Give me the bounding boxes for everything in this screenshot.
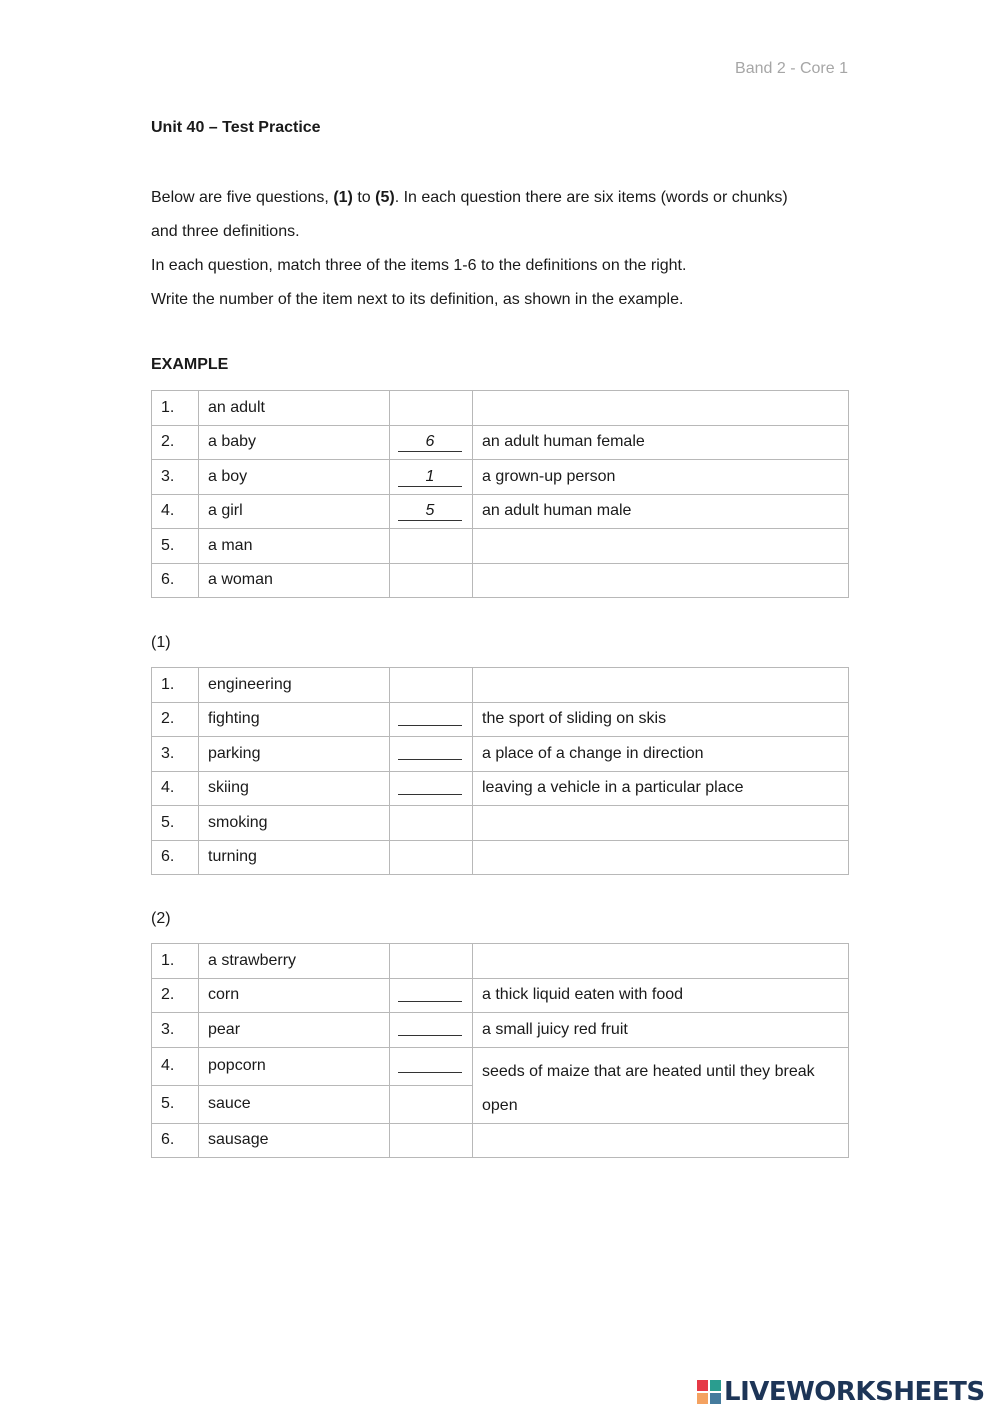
answer-cell (390, 737, 473, 772)
item-text: a baby (199, 425, 390, 460)
table-row (152, 840, 849, 875)
table-row (152, 944, 849, 979)
liveworksheets-logo[interactable] (697, 1376, 985, 1408)
definition: a place of a change in direction (473, 737, 849, 772)
item-number: 2. (152, 978, 199, 1013)
answer-blank-input[interactable] (398, 983, 462, 1002)
answer-cell (390, 1085, 473, 1123)
instruction-text: to (352, 189, 376, 206)
item-number: 2. (152, 425, 199, 460)
answer-cell (390, 425, 473, 460)
item-number: 1. (152, 944, 199, 979)
table-row (152, 978, 849, 1013)
answer-cell (390, 702, 473, 737)
answer-cell (390, 494, 473, 529)
item-number: 1. (152, 668, 199, 703)
liveworksheets-logo-icon (697, 1380, 721, 1404)
item-number: 2. (152, 702, 199, 737)
instruction-bold: (1) (333, 189, 353, 206)
definition: an adult human female (473, 425, 849, 460)
item-text: engineering (199, 668, 390, 703)
question-1-label: (1) (151, 634, 171, 651)
answer-cell (390, 840, 473, 875)
example-table (151, 390, 849, 598)
instruction-bold: (5) (375, 189, 395, 206)
definition: an adult human male (473, 494, 849, 529)
logo-square-icon (710, 1393, 721, 1404)
logo-square-icon (697, 1393, 708, 1404)
item-number: 4. (152, 494, 199, 529)
definition (473, 563, 849, 598)
question-1-table (151, 667, 849, 875)
instruction-line-2: and three definitions. (151, 223, 300, 240)
item-number: 4. (152, 771, 199, 806)
item-number: 5. (152, 1085, 199, 1123)
answer-cell (390, 944, 473, 979)
answer-blank-input[interactable] (398, 1054, 462, 1073)
item-text: skiing (199, 771, 390, 806)
answer-cell (390, 771, 473, 806)
definition (473, 944, 849, 979)
answer-cell (390, 806, 473, 841)
instruction-text: . In each question there are six items (words or chunks) (394, 189, 788, 206)
example-answer: 1 (398, 468, 462, 487)
instruction-line-4: Write the number of the item next to its definition, as shown in the example. (151, 290, 684, 308)
item-text: corn (199, 978, 390, 1013)
item-number: 5. (152, 529, 199, 564)
answer-cell (390, 460, 473, 495)
example-answer: 5 (398, 502, 462, 521)
item-text: a girl (199, 494, 390, 529)
page-title: Unit 40 – Test Practice (151, 119, 321, 136)
item-text: sauce (199, 1085, 390, 1123)
definition (473, 806, 849, 841)
answer-blank-input[interactable] (398, 776, 462, 795)
answer-blank-input[interactable] (398, 741, 462, 760)
item-number: 3. (152, 460, 199, 495)
table-row (152, 391, 849, 426)
table-row (152, 563, 849, 598)
item-number: 6. (152, 563, 199, 598)
item-text: popcorn (199, 1047, 390, 1085)
table-row (152, 702, 849, 737)
table-row (152, 668, 849, 703)
item-text: pear (199, 1013, 390, 1048)
definition (473, 1123, 849, 1158)
instructions (151, 186, 851, 321)
question-2-label: (2) (151, 910, 171, 927)
answer-cell (390, 1123, 473, 1158)
item-text: smoking (199, 806, 390, 841)
instruction-line-3: In each question, match three of the items 1-6 to the definitions on the right. (151, 257, 687, 274)
item-text: an adult (199, 391, 390, 426)
item-text: a boy (199, 460, 390, 495)
item-text: a man (199, 529, 390, 564)
table-row (152, 494, 849, 529)
item-text: a woman (199, 563, 390, 598)
definition (473, 391, 849, 426)
item-number: 6. (152, 1123, 199, 1158)
item-number: 4. (152, 1047, 199, 1085)
item-number: 5. (152, 806, 199, 841)
table-row (152, 1047, 849, 1085)
definition (473, 668, 849, 703)
instruction-line-1 (151, 186, 851, 220)
answer-cell (390, 668, 473, 703)
answer-blank-input[interactable] (398, 707, 462, 726)
answer-cell (390, 978, 473, 1013)
item-text: fighting (199, 702, 390, 737)
question-2-table (151, 943, 849, 1158)
item-text: a strawberry (199, 944, 390, 979)
item-number: 3. (152, 1013, 199, 1048)
answer-cell (390, 1047, 473, 1085)
logo-square-icon (710, 1380, 721, 1391)
table-row (152, 737, 849, 772)
table-row (152, 425, 849, 460)
item-number: 6. (152, 840, 199, 875)
item-number: 3. (152, 737, 199, 772)
logo-square-icon (697, 1380, 708, 1391)
table-row (152, 771, 849, 806)
definition: a small juicy red fruit (473, 1013, 849, 1048)
table-row (152, 529, 849, 564)
logo-text: LIVEWORKSHEETS (724, 1377, 985, 1407)
definition: seeds of maize that are heated until they break open (473, 1047, 849, 1123)
definition: a grown-up person (473, 460, 849, 495)
definition: a thick liquid eaten with food (473, 978, 849, 1013)
answer-blank-input[interactable] (398, 1017, 462, 1036)
table-row (152, 1123, 849, 1158)
answer-cell (390, 1013, 473, 1048)
item-number: 1. (152, 391, 199, 426)
answer-cell (390, 391, 473, 426)
example-answer: 6 (398, 433, 462, 452)
table-row (152, 460, 849, 495)
example-label: EXAMPLE (151, 356, 229, 373)
answer-cell (390, 529, 473, 564)
definition: leaving a vehicle in a particular place (473, 771, 849, 806)
item-text: sausage (199, 1123, 390, 1158)
item-text: parking (199, 737, 390, 772)
item-text: turning (199, 840, 390, 875)
definition (473, 529, 849, 564)
table-row (152, 1013, 849, 1048)
answer-cell (390, 563, 473, 598)
band-header: Band 2 - Core 1 (735, 60, 848, 77)
instruction-text: Below are five questions, (151, 189, 334, 206)
table-row (152, 806, 849, 841)
definition (473, 840, 849, 875)
definition: the sport of sliding on skis (473, 702, 849, 737)
